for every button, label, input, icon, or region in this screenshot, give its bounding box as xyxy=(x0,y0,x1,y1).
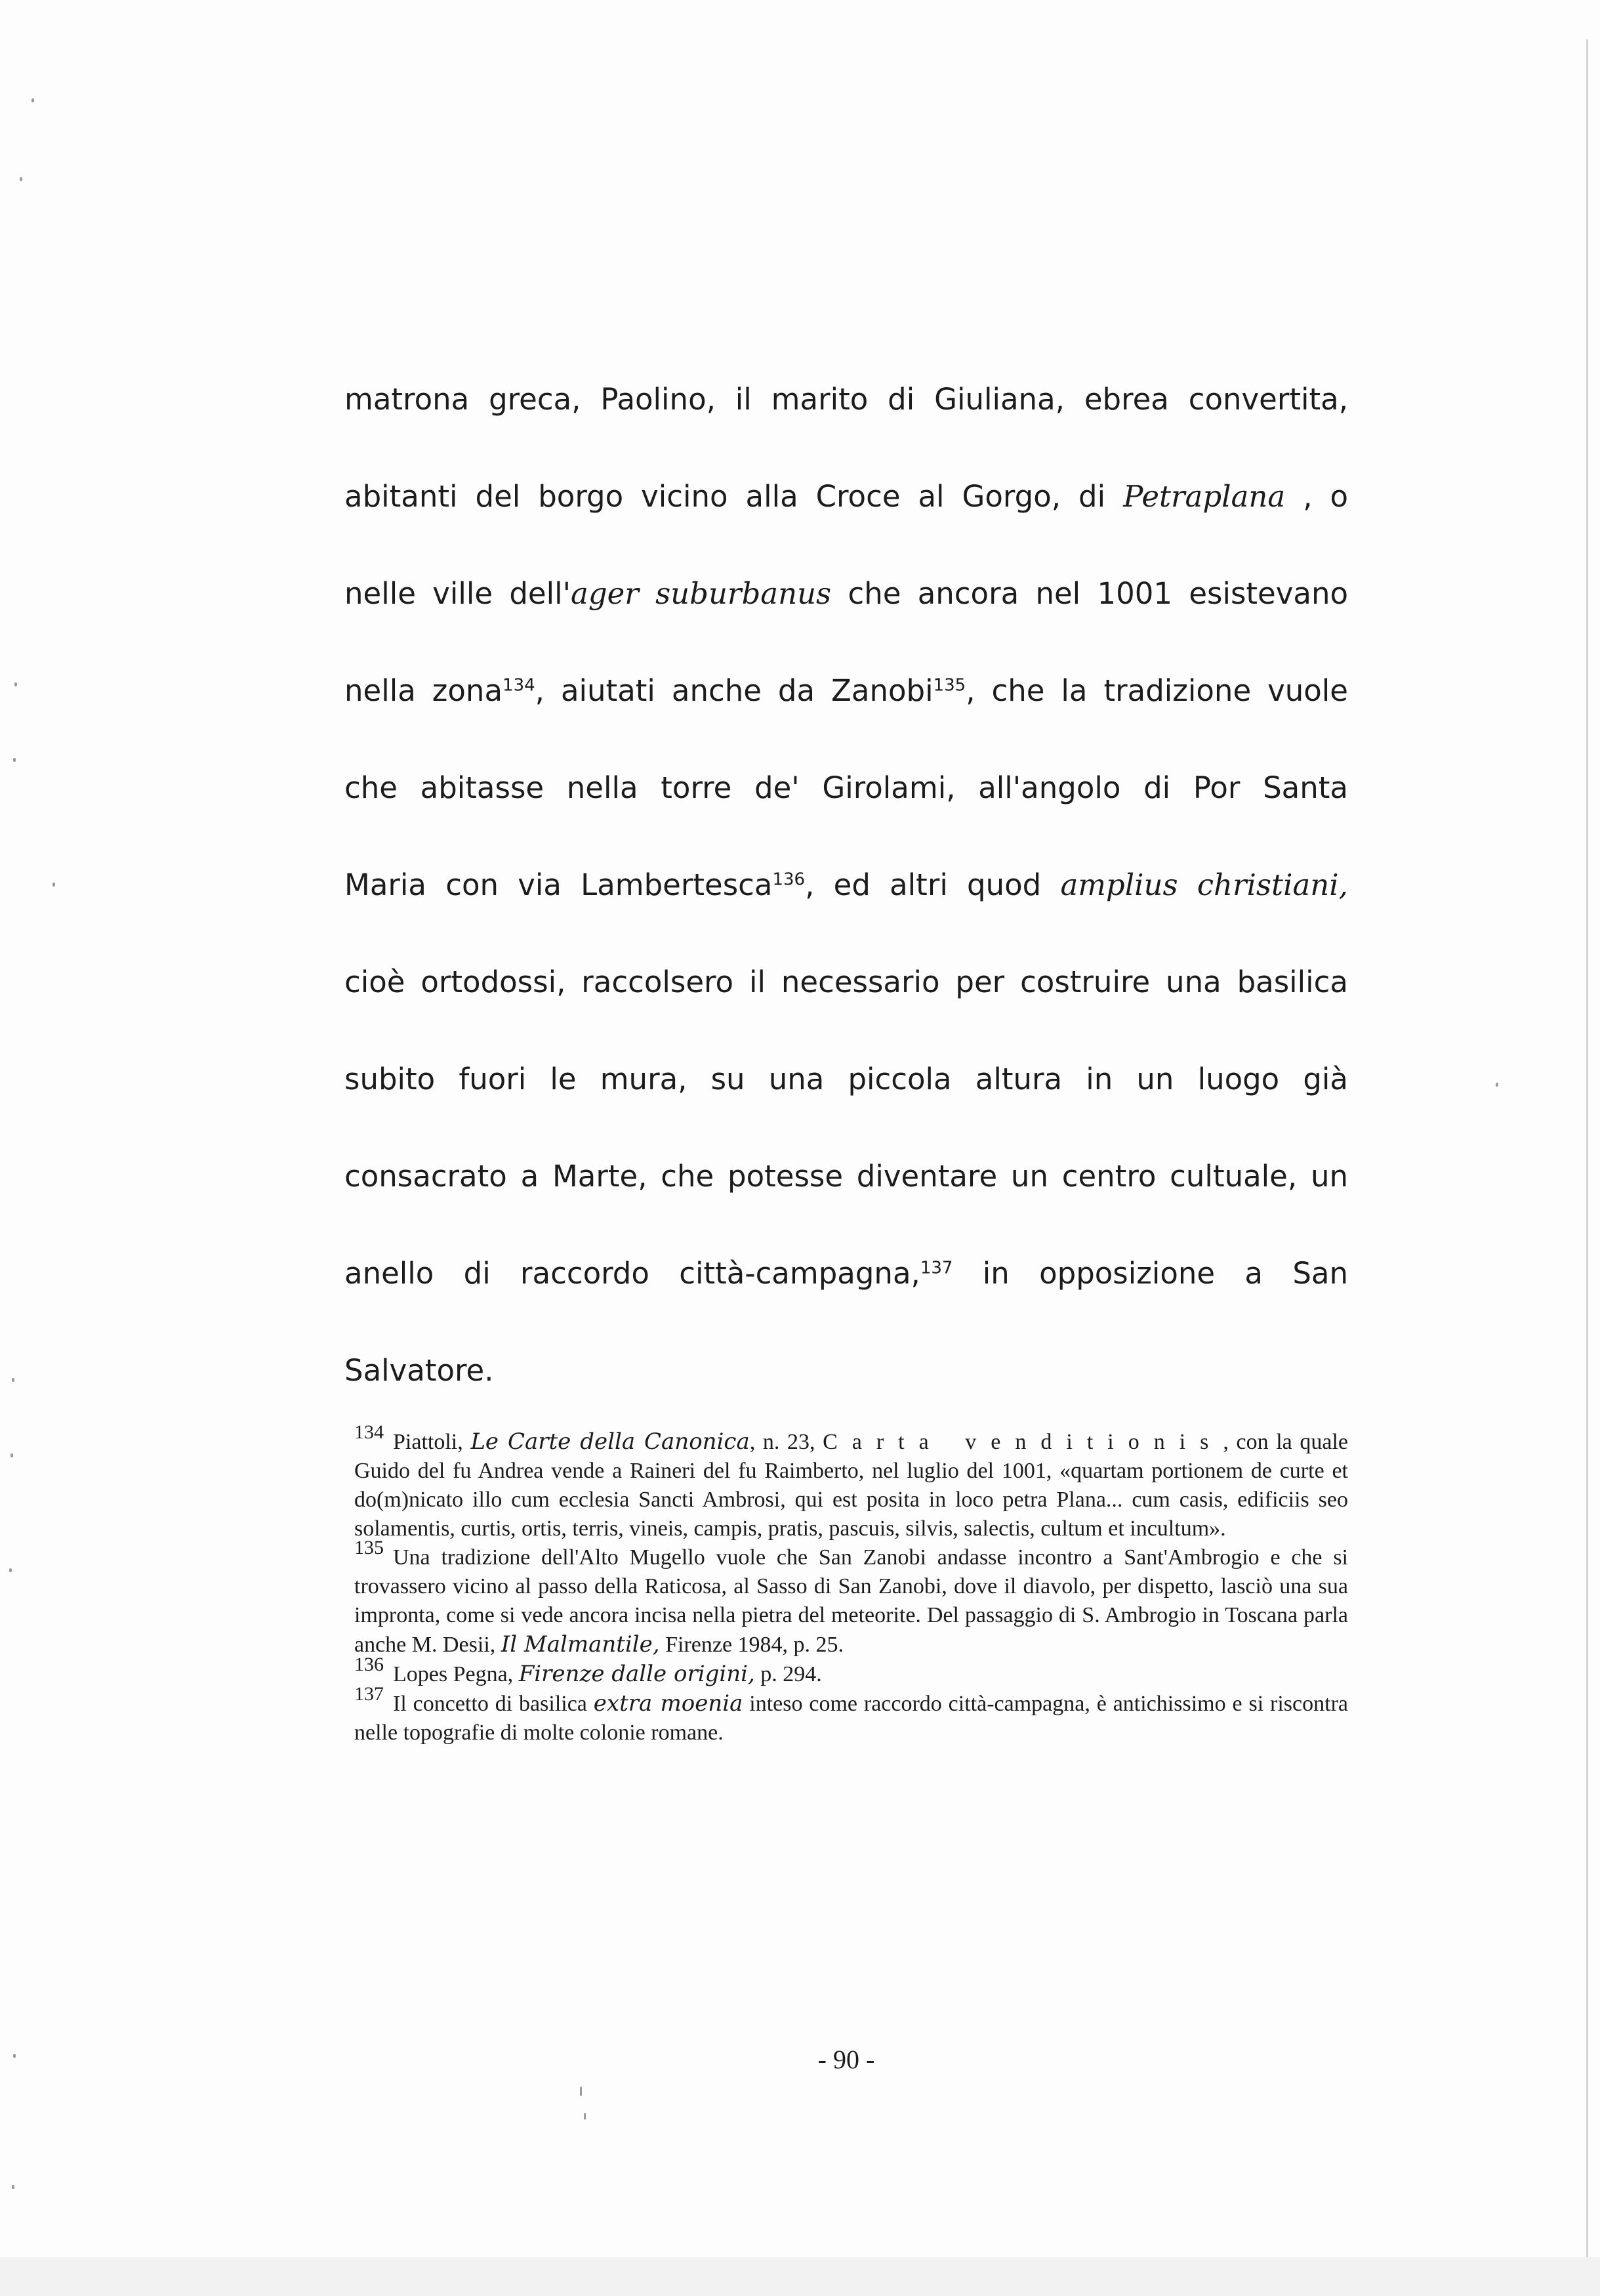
page-number: - 90 - xyxy=(817,2045,875,2074)
footnote-number: 137 xyxy=(354,1682,384,1705)
footnote-ref: 137 xyxy=(920,1258,953,1278)
text-line: nelle ville dell'ager suburbanus che ancora nel 1001 esistevano xyxy=(344,576,1348,611)
footnote-137: 137 Il concetto di basilica extra moenia inteso come raccordo città-campagna, è antichissimo e si riscontra nelle topografie di molte colonie romane. xyxy=(354,1682,1348,1745)
scan-speck xyxy=(31,98,34,102)
scan-speck xyxy=(52,883,55,887)
scan-speck xyxy=(12,1378,14,1382)
scan-speck xyxy=(584,2113,586,2119)
text-line: che abitasse nella torre de' Girolami, all'angolo di Por Santa xyxy=(344,770,1348,805)
scan-speck xyxy=(580,2087,582,2096)
footnote-ref: 134 xyxy=(503,675,535,696)
footnote-134: 134 Piattoli, Le Carte della Canonica, n. 23, Carta venditionis, con la quale Guido del fu Andrea vende a Raineri del fu Raimberto, nel luglio del 1001, «quartam portionem de curte et do(m)nicato illo cum ecclesia Sancti Ambrosi, qui est posita in loco petra Plana... cum casis, edificiis seo solamentis, curtis, ortis, terris, vineis, campis, pratis, pascuis, silvis, salectis, cultum et incultum». xyxy=(354,1421,1348,1541)
scan-speck xyxy=(14,682,17,686)
text-line: consacrato a Marte, che potesse diventare un centro cultuale, un xyxy=(344,1159,1348,1194)
scan-speck xyxy=(20,177,22,181)
text-line: nella zona$^{134}$, aiutati anche da Zanobi$^{135}$, che la tradizione vuole xyxy=(344,673,1348,708)
scan-speck xyxy=(1496,1083,1498,1087)
scan-speck xyxy=(12,2185,14,2189)
text-line: Maria con via Lambertesca$^{136}$, ed altri quod amplius christiani, xyxy=(344,867,1348,902)
text-line: Salvatore. xyxy=(344,1353,494,1388)
scan-speck xyxy=(10,1453,13,1457)
scan-bed-margin xyxy=(0,2257,1600,2296)
footnotes xyxy=(354,1421,1348,1747)
main-paragraph xyxy=(344,351,1348,1419)
text-line: matrona greca, Paolino, il marito di Giuliana, ebrea convertita, xyxy=(344,382,1348,417)
footnote-ref: 136 xyxy=(772,869,806,890)
footnote-number: 136 xyxy=(354,1653,384,1675)
text-line: subito fuori le mura, su una piccola altura in un luogo già xyxy=(344,1062,1348,1096)
footnote-ref: 135 xyxy=(933,675,966,696)
text-line: abitanti del borgo vicino alla Croce al Gorgo, di Petraplana , o xyxy=(344,479,1348,514)
footnote-number: 134 xyxy=(354,1421,384,1443)
scan-speck xyxy=(9,1568,12,1572)
scan-speck xyxy=(13,758,16,762)
footnote-number: 135 xyxy=(354,1536,384,1558)
scan-speck xyxy=(13,2054,16,2058)
page-edge-shadow xyxy=(1586,39,1588,2257)
text-line: anello di raccordo città-campagna,$^{137}$ in opposizione a San xyxy=(344,1256,1348,1291)
footnote-136: 136 Lopes Pegna, Firenze dalle origini, p. 294. xyxy=(354,1653,822,1687)
footnote-135: 135 Una tradizione dell'Alto Mugello vuole che San Zanobi andasse incontro a Sant'Ambrogio e che si trovassero vicino al passo della Raticosa, al Sasso di San Zanobi, dove il diavolo, per dispetto, lasciò una sua impronta, come si vede ancora incisa nella pietra del meteorite. Del passaggio di S. Ambrogio in Toscana parla anche M. Desii, Il Malmantile, Firenze 1984, p. 25. xyxy=(354,1536,1348,1658)
text-line: cioè ortodossi, raccolsero il necessario per costruire una basilica xyxy=(344,965,1348,999)
